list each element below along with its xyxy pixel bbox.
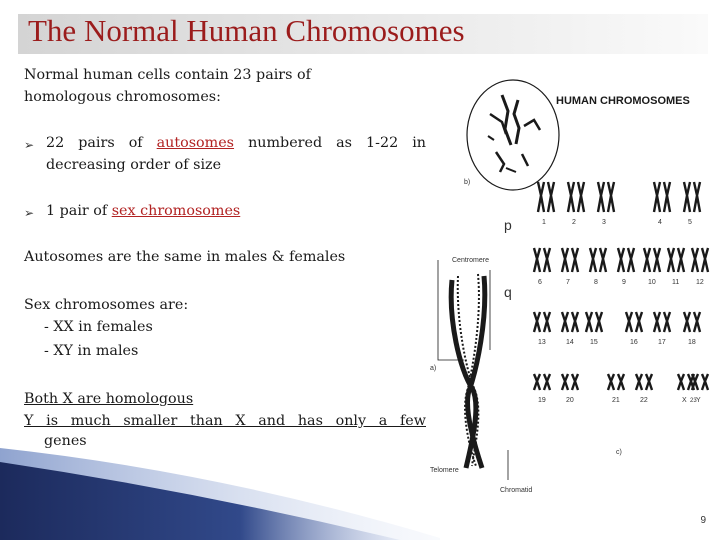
karyotype-number: 3 [602, 219, 606, 226]
chromosome-pair [586, 312, 602, 332]
homolog-line-3: genes [44, 433, 87, 449]
bullet1-pre: 22 pairs of [46, 135, 157, 151]
bullet1-line-2: decreasing order of size [46, 157, 222, 173]
sex-item-females: - XX in females [44, 319, 153, 335]
karyotype-number: 20 [566, 397, 574, 404]
chromosome-pair [636, 374, 652, 390]
karyotype-number: 14 [566, 339, 574, 346]
sex-intro: Sex chromosomes are: [24, 297, 189, 313]
label-b: b) [464, 179, 471, 186]
chromosome-pair [534, 248, 550, 272]
karyotype-image [534, 182, 708, 404]
karyotype-number: 9 [622, 279, 626, 286]
chromosome-pair [684, 182, 700, 212]
bullet-autosomes [46, 132, 426, 154]
label-chromatid: Chromatid [500, 487, 533, 494]
chromosome-pair [562, 248, 578, 272]
karyotype-number: 23 [690, 398, 697, 404]
decorative-swoosh [0, 440, 440, 540]
karyotype-number: 21 [612, 397, 620, 404]
label-a: a) [430, 365, 437, 372]
bullet2-pre: 1 pair of [46, 203, 112, 219]
homolog-line-2: Y is much smaller than X and has only a few [24, 413, 426, 429]
chromosome-pair [534, 312, 550, 332]
chromosome-pair [626, 312, 642, 332]
karyotype-number: 1 [542, 219, 546, 226]
karyotype-number: 16 [630, 339, 638, 346]
nucleus-image [467, 80, 559, 190]
karyotype-number: 7 [566, 279, 570, 286]
label-telomere: Telomere [430, 467, 459, 474]
chromosome-pair [562, 374, 578, 390]
chromosome-pair [598, 182, 614, 212]
chromosome-pair [692, 248, 708, 272]
karyotype-number: 15 [590, 339, 598, 346]
homolog-line-1: Both X are homologous [24, 391, 194, 407]
page-number: 9 [700, 515, 706, 526]
karyotype-number: 18 [688, 339, 696, 346]
label-centromere: Centromere [452, 257, 489, 264]
karyotype-number: X [682, 397, 687, 404]
karyotype-number: 5 [688, 219, 692, 226]
chromosome-pair [538, 182, 554, 212]
karyotype-number: 8 [594, 279, 598, 286]
chromosome-pair [562, 312, 578, 332]
sex-item-males: - XY in males [44, 343, 139, 359]
chromosome-pair [654, 312, 670, 332]
chromosome-pair [568, 182, 584, 212]
karyotype-number: 12 [696, 279, 704, 286]
karyotype-number: 13 [538, 339, 546, 346]
autosomes-link[interactable]: autosomes [156, 135, 235, 151]
chromosome-pair [668, 248, 684, 272]
bullet1-post: numbered as 1-22 in [234, 135, 426, 151]
karyotype-number: 6 [538, 279, 542, 286]
autosomes-note: Autosomes are the same in males & females [24, 249, 346, 265]
karyotype-number: 17 [658, 339, 666, 346]
slide-title: The Normal Human Chromosomes [28, 13, 465, 48]
chromosome-pair [608, 374, 624, 390]
intro-line-1: Normal human cells contain 23 pairs of [24, 67, 311, 83]
large-chromosome-image [438, 260, 508, 480]
label-q: q [504, 284, 512, 300]
karyotype-number: 19 [538, 397, 546, 404]
bullet-arrow-icon: ➢ [24, 206, 35, 220]
label-p: p [504, 217, 512, 233]
label-c: c) [616, 449, 622, 456]
chromosome-pair [684, 312, 700, 332]
karyotype-number: 10 [648, 279, 656, 286]
sex-chromosomes-link[interactable]: sex chromosomes [111, 203, 241, 219]
karyotype-number: 11 [672, 279, 680, 286]
karyotype-number: Y [696, 397, 701, 404]
bullet-sex-chromosomes [46, 200, 240, 222]
chromosome-pair [534, 374, 550, 390]
chromosome-pair [618, 248, 634, 272]
chromosome-pair [590, 248, 606, 272]
chromosome-pair [654, 182, 670, 212]
karyotype-number: 2 [572, 219, 576, 226]
figure-heading: HUMAN CHROMOSOMES [556, 95, 690, 107]
chromosome-figure [430, 70, 720, 510]
karyotype-number: 4 [658, 219, 662, 226]
chromosome-pair [644, 248, 660, 272]
karyotype-number: 22 [640, 397, 648, 404]
bullet-arrow-icon: ➢ [24, 138, 35, 152]
intro-line-2: homologous chromosomes: [24, 89, 221, 105]
